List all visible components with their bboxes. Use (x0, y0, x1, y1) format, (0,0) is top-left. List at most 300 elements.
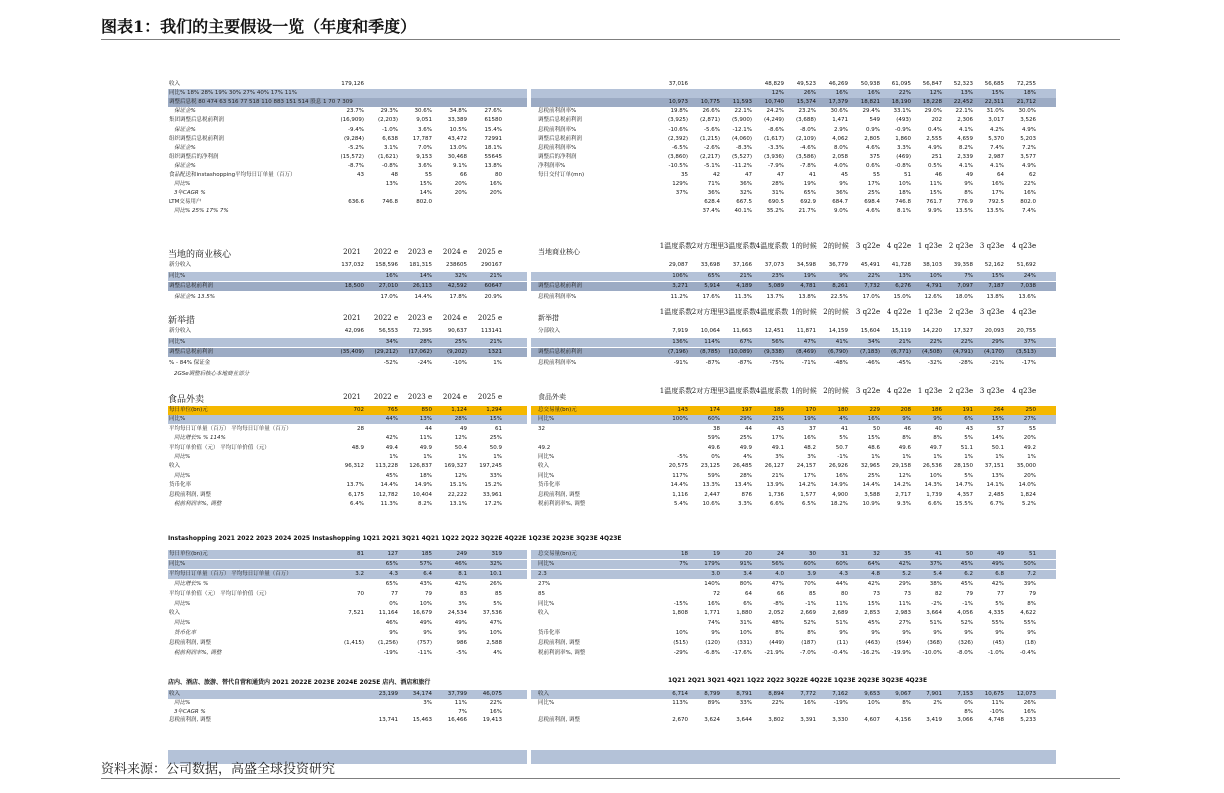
quarter-value: 1,860 (895, 135, 911, 142)
quarter-value: -0.9% (895, 126, 911, 133)
row-label: 2GSe调整后核心本地商业部分 (174, 370, 250, 377)
column-gap (527, 491, 531, 500)
quarter-value: 1% (902, 454, 911, 460)
quarter-header: 3 q22e (855, 308, 881, 316)
quarter-value: 208 (900, 407, 911, 413)
annual-value: 181,315 (409, 262, 432, 268)
quarter-value: 14.0% (1018, 482, 1036, 489)
quarter-header: 2对方理里 (691, 308, 725, 316)
quarter-value: 698.4 (864, 199, 880, 206)
quarter-value: 29% (898, 580, 911, 587)
annual-value: 986 (456, 640, 467, 647)
quarter-value: 15% (867, 435, 880, 442)
column-gap (527, 444, 531, 453)
quarter-value: 4,781 (800, 283, 816, 290)
quarter-header: 2对方理里 (691, 387, 725, 395)
quarter-value: 9% (902, 416, 911, 423)
quarter-value: 15,374 (796, 99, 816, 106)
insta_rows-row (168, 639, 1056, 648)
quarter-value: 51.1 (960, 444, 973, 451)
quarter-value: 45,491 (860, 262, 880, 268)
quarter-value: 7.4% (1022, 208, 1036, 215)
quarter-value: (3,586) (795, 153, 816, 160)
quarter-header: 1的时候 (791, 242, 817, 250)
quarter-value: 4.8 (871, 570, 880, 577)
quarter-value: 2,987 (988, 153, 1004, 160)
annual-value: 42% (385, 435, 398, 442)
column-gap (527, 162, 531, 171)
annual-value: 30.6% (414, 108, 432, 115)
quarter-value: 49% (991, 560, 1004, 567)
quarter-value: 24.2% (766, 108, 784, 115)
quarter-value: 5% (964, 472, 973, 479)
row-label: 同比% (174, 181, 191, 188)
row-label: 同比% (174, 472, 191, 479)
quarter-value: 1% (1027, 454, 1036, 460)
quarter-value: 4.9% (928, 144, 942, 151)
quarter-value: 5% (964, 435, 973, 442)
quarter-value: 0.9% (866, 126, 880, 133)
quarter-value: 17% (867, 181, 880, 188)
annual-value: 79 (425, 590, 432, 597)
quarter-value: 47 (745, 172, 752, 178)
quarter-value: 14.9% (830, 482, 848, 489)
quarter-value: 13.4% (734, 482, 752, 489)
quarter-value: 2,052 (768, 610, 784, 617)
annual-value: 72,395 (412, 328, 432, 334)
quarter-value: 10% (867, 699, 880, 706)
quarter-value: 4,156 (895, 717, 911, 724)
insta_rows-row (168, 600, 1056, 609)
annual-value: (17,062) (408, 349, 432, 356)
column-gap (527, 261, 531, 270)
quarter-value: 20% (1023, 472, 1036, 479)
quarter-row-label: 息税前利润率% (538, 108, 577, 115)
annual-value: 27,010 (378, 283, 398, 290)
quarter-row-label: 2.3 (538, 570, 547, 577)
row-label: 同比% (174, 600, 191, 607)
annual-value: 12,782 (378, 491, 398, 498)
column-gap (527, 716, 531, 725)
annual-value: 42,096 (344, 328, 364, 334)
quarter-value: 6.6% (928, 501, 942, 507)
annual-value: 44 (425, 425, 432, 432)
quarter-value: 14.2% (893, 482, 911, 489)
quarter-value: 2,689 (832, 610, 848, 617)
annual-value: -52% (383, 360, 398, 367)
annual-value: 1% (458, 454, 467, 460)
quarter-value: 51 (1029, 551, 1036, 557)
annual-value: 33% (489, 472, 502, 479)
quarter-value: 1,736 (768, 491, 784, 498)
quarter-value: 31% (771, 190, 784, 197)
quarter-value: 8,791 (736, 691, 752, 697)
annual-value: 15.4% (484, 126, 502, 133)
quarter-value: 179% (704, 560, 720, 567)
quarter-value: 50% (1023, 560, 1036, 567)
quarter-value: 15.0% (893, 294, 911, 301)
quarter-row-label: 税前利润率%, 调整 (538, 501, 586, 507)
quarter-value: 3,624 (704, 717, 720, 724)
quarter-value: 85 (809, 590, 816, 597)
annual-value: 9% (389, 630, 398, 637)
annual-value: 3.6% (418, 126, 432, 133)
annual-value: 27.6% (484, 108, 502, 115)
row-label: 集团调整后息税前利润 (169, 117, 225, 124)
quarter-value: 13.8% (798, 294, 816, 301)
quarter-value: -1% (837, 454, 848, 460)
row-label: 息税前利润, 调整 (169, 640, 211, 647)
quarter-value: 10.6% (702, 501, 720, 507)
quarter-value: 49.1 (771, 444, 784, 451)
annual-value: 48.9 (351, 444, 364, 451)
quarter-value: 1% (933, 454, 942, 460)
annual-value: 1321 (488, 349, 502, 356)
annual-value: 30,468 (447, 153, 467, 160)
quarter-value: 802.0 (1020, 199, 1036, 206)
annual-value: 7% (458, 708, 467, 715)
quarter-value: 5,203 (1020, 135, 1036, 142)
year-header: 2023 e (407, 248, 433, 256)
quarter-value: 6.8 (995, 570, 1004, 577)
quarter-value: 11.2% (670, 294, 688, 301)
insta_rows-row (168, 609, 1056, 618)
quarter-value: 36,779 (828, 262, 848, 268)
quarter-value: -6.5% (672, 144, 688, 151)
quarter-value: 61,095 (891, 81, 911, 87)
quarter-value: 33% (739, 699, 752, 706)
quarter-value: 8% (964, 190, 973, 197)
quarter-value: 14.4% (862, 482, 880, 489)
quarter-value: 37 (809, 425, 816, 432)
row-label: 税前利润率%, 调整 (174, 650, 222, 656)
annual-value: 10.5% (449, 126, 467, 133)
quarter-row-label: 息税前利润, 调整 (538, 491, 580, 498)
annual-value: 126,837 (409, 463, 432, 470)
quarter-value: 25% (867, 190, 880, 197)
quarter-value: 7% (679, 560, 688, 567)
top_rows-row (168, 162, 1056, 171)
quarter-value: (3,513) (1015, 349, 1036, 356)
row-label: 保证金% (174, 162, 196, 169)
quarter-value: -46% (865, 360, 880, 367)
quarter-value: 13.9% (766, 482, 784, 489)
quarter-value: 49 (966, 172, 973, 178)
quarter-value: 2,058 (832, 153, 848, 160)
annual-value: 60647 (484, 283, 502, 290)
annual-value: 12% (454, 435, 467, 442)
quarter-value: (3,936) (763, 153, 784, 160)
annual-value: 65% (385, 580, 398, 587)
quarter-value: 7% (964, 272, 973, 279)
year-header: 2021 (343, 314, 361, 322)
quarter-header: 2 q23e (948, 242, 974, 250)
quarter-value: (1,215) (699, 135, 720, 142)
quarter-value: 14.4% (670, 482, 688, 489)
quarter-value: 37% (675, 190, 688, 197)
quarter-value: 4,622 (1020, 610, 1036, 617)
quarter-value: 4,056 (957, 610, 973, 617)
quarter-value: 4.9% (1022, 126, 1036, 133)
annual-value: 11.3% (380, 501, 398, 507)
quarter-value: 6.6% (770, 501, 784, 507)
quarter-value: -10.5% (668, 162, 688, 169)
annual-value: 22% (489, 699, 502, 706)
quarter-value: 7,153 (957, 691, 973, 697)
quarter-value: 22% (898, 90, 911, 97)
quarter-value: -5% (677, 454, 688, 460)
annual-value: (35,409) (340, 349, 364, 356)
quarter-header: 4 q22e (886, 308, 912, 316)
quarter-value: -17% (1021, 360, 1036, 367)
quarter-value: 46 (904, 425, 911, 432)
annual-value: 90,637 (447, 328, 467, 334)
source-note: 资料来源：公司数据，高盛全球投资研究 (101, 762, 336, 777)
row-label: 同比% (174, 620, 191, 627)
annual-value: -5% (456, 650, 467, 656)
annual-value: (1,415) (343, 640, 364, 647)
quarter-value: -32% (927, 360, 942, 367)
annual-value: -11% (417, 650, 432, 656)
annual-value: 5% (493, 600, 502, 607)
quarter-value: 57 (997, 425, 1004, 432)
row-label: 调整后息税 80 474 63 516 77 518 110 883 151 514 股息 1 70 7 309 (169, 99, 353, 106)
quarter-value: 9.9% (928, 208, 942, 215)
quarter-value: 9.0% (834, 208, 848, 215)
quarter-value: -87% (737, 360, 752, 367)
year-header: 2024 e (442, 393, 468, 401)
quarter-value: 29,158 (891, 463, 911, 470)
quarter-value: 39% (1023, 580, 1036, 587)
new_rows-row (168, 348, 1056, 357)
quarter-value: 4.6% (866, 144, 880, 151)
annual-value: (9,284) (343, 135, 364, 142)
quarter-value: 174 (709, 407, 720, 413)
annual-value: 13% (385, 181, 398, 188)
row-label: 同比% (169, 560, 186, 567)
year-header: 2021 (343, 248, 361, 256)
annual-value: 746.8 (382, 199, 398, 206)
quarter-value: 72 (713, 590, 720, 597)
quarter-row-label: 息税前利润, 调整 (538, 640, 580, 647)
annual-value: 37,536 (482, 610, 502, 617)
year-header: 2025 e (477, 248, 503, 256)
quarter-value: 36% (739, 181, 752, 188)
quarter-value: 3,271 (672, 283, 688, 290)
quarter-value: 117% (672, 472, 688, 479)
quarter-value: -45% (896, 360, 911, 367)
annual-value: 13.8% (484, 162, 502, 169)
quarter-value: 13.3% (702, 482, 720, 489)
annual-value: 8.1 (458, 570, 467, 577)
quarter-value: 5.2% (1022, 501, 1036, 507)
quarter-value: 114% (704, 338, 720, 345)
quarter-value: -1% (962, 600, 973, 607)
quarter-value: 80% (739, 580, 752, 587)
quarter-header: 2对方理里 (691, 242, 725, 250)
food_rows-row (168, 434, 1056, 443)
new_rows-row (168, 338, 1056, 347)
quarter-value: 50 (873, 425, 880, 432)
annual-value: 9,051 (416, 117, 432, 124)
quarter-header: 3温度系数 (723, 387, 757, 395)
quarter-value: 2,717 (895, 491, 911, 498)
quarter-value: 38,103 (922, 262, 942, 268)
quarter-value: 47% (803, 338, 816, 345)
quarter-row-label: 27% (538, 580, 551, 587)
quarter-row-label: 息税前利润率% (538, 360, 577, 367)
quarter-header: 1 q23e (917, 387, 943, 395)
quarter-value: -10.0% (922, 650, 942, 656)
annual-value: 14.9% (414, 482, 432, 489)
quarter-value: (449) (769, 640, 784, 647)
subsection-title: 店内、酒店、旅游、替代自营和通货内 2021 2022E 2023E 2024E 2025E 店内、酒店和旅行 (168, 679, 431, 686)
annual-value: 83 (460, 590, 467, 597)
quarter-value: (6,771) (890, 349, 911, 356)
quarter-value: 12% (929, 90, 942, 97)
quarter-value: 20,575 (668, 463, 688, 470)
quarter-value: 5% (839, 435, 848, 442)
annual-value: 61 (495, 425, 502, 432)
quarter-value: 3,330 (832, 717, 848, 724)
quarter-value: -10% (989, 708, 1004, 715)
quarter-value: 15% (991, 272, 1004, 279)
annual-value: 14% (419, 190, 432, 197)
quarter-value: 32% (739, 190, 752, 197)
quarter-value: 48% (771, 620, 784, 627)
quarter-value: 46 (935, 172, 942, 178)
annual-value: 43% (419, 580, 432, 587)
quarter-value: 2,485 (988, 491, 1004, 498)
quarter-header: 2的时候 (823, 308, 849, 316)
quarter-value: 26,536 (922, 463, 942, 470)
quarter-value: (2,109) (795, 135, 816, 142)
row-label: % - 84% 保证金 (169, 360, 211, 367)
quarter-value: 4.3 (839, 570, 848, 577)
column-gap (527, 600, 531, 609)
year-header: 2024 e (442, 314, 468, 322)
insta_rows-row (168, 550, 1056, 559)
quarter-value: 18.2% (830, 501, 848, 507)
annual-value: 13.0% (449, 144, 467, 151)
quarter-value: 229 (869, 407, 880, 413)
annual-value: (2,203) (377, 117, 398, 124)
quarter-value: 7,732 (864, 283, 880, 290)
annual-value: 57% (419, 560, 432, 567)
quarter-value: 11% (991, 699, 1004, 706)
quarter-value: 13.5% (955, 208, 973, 215)
annual-value: 20% (454, 181, 467, 188)
quarter-value: 4,607 (864, 717, 880, 724)
row-label: 每日单位(bn)元 (169, 407, 208, 413)
annual-value: 6.4% (350, 501, 364, 507)
annual-value: 15% (489, 416, 502, 423)
column-gap (527, 629, 531, 638)
quarter-row-label: 同比% (538, 454, 555, 460)
quarter-value: 10,064 (700, 328, 720, 334)
annual-value: 15.2% (484, 482, 502, 489)
quarter-value: 3.3% (738, 501, 752, 507)
annual-value: 3.2 (355, 570, 364, 577)
quarter-row-label: 同比% (538, 560, 555, 567)
quarter-value: 2,447 (704, 491, 720, 498)
quarter-value: 28,150 (953, 463, 973, 470)
quarter-value: 8% (807, 630, 816, 637)
quarter-value: 10,775 (700, 99, 720, 106)
quarter-value: 51 (904, 172, 911, 178)
footer-band-gap (527, 750, 531, 764)
quarter-value: -7.8% (800, 162, 816, 169)
annual-value: 32% (454, 272, 467, 279)
annual-value: 20.9% (484, 294, 502, 301)
annual-value: 15,463 (412, 717, 432, 724)
quarter-value: 13.8% (986, 294, 1004, 301)
quarter-value: 17.6% (702, 294, 720, 301)
quarter-value: (11) (836, 640, 848, 647)
quarter-value: 72,255 (1016, 81, 1036, 87)
top_rows-row (168, 80, 1056, 89)
quarter-value: 13.5% (986, 208, 1004, 215)
top_rows-row (168, 107, 1056, 116)
quarter-value: 10% (929, 272, 942, 279)
year-header: 2024 e (442, 248, 468, 256)
column-gap (527, 189, 531, 198)
quarter-row-label: 分部收入 (538, 328, 561, 334)
quarter-value: 2.9% (834, 126, 848, 133)
quarter-value: 26,926 (828, 463, 848, 470)
annual-value: 34.8% (449, 108, 467, 115)
annual-value: 802.0 (416, 199, 432, 206)
row-label: 新分收入 (169, 328, 192, 334)
quarter-value: 9% (839, 630, 848, 637)
quarter-value: 667.5 (736, 199, 752, 206)
year-header: 2022 e (373, 314, 399, 322)
annual-value: 42% (454, 580, 467, 587)
quarter-value: 20% (1023, 435, 1036, 442)
quarter-value: -8% (773, 600, 784, 607)
annual-value: 80 (495, 172, 502, 178)
quarter-value: 690.5 (768, 199, 784, 206)
annual-value: 13% (419, 416, 432, 423)
quarter-value: 13.6% (1018, 294, 1036, 301)
quarter-value: -0.4% (832, 650, 848, 656)
quarter-value: 56% (771, 560, 784, 567)
annual-value: 11,164 (378, 610, 398, 617)
quarter-header: 3 q23e (979, 242, 1005, 250)
quarter-value: 35.2% (766, 208, 784, 215)
annual-value: 3.6% (418, 162, 432, 169)
quarter-value: 41 (809, 172, 816, 178)
column-gap (527, 649, 531, 658)
quarter-value: 6.2 (964, 570, 973, 577)
annual-value: 7.0% (418, 144, 432, 151)
quarter-value: -11.2% (732, 162, 752, 169)
insta_rows-row (168, 649, 1056, 658)
quarter-value: 64 (745, 590, 752, 597)
annual-value: 1% (493, 360, 502, 367)
quarter-row-label: 调整后息税前利润 (538, 349, 583, 356)
quarter-value: 4.9% (1022, 162, 1036, 169)
row-label: 平均订单价值（元） 平均订单价值（元） (169, 444, 270, 451)
annual-value: 18,500 (344, 283, 364, 290)
row-label: 同比% (169, 272, 186, 279)
quarter-value: 684.7 (832, 199, 848, 206)
row-label: 收入 (169, 610, 181, 617)
title-divider (101, 39, 1120, 40)
annual-value: 44% (385, 416, 398, 423)
food_rows-row (168, 406, 1056, 415)
quarter-value: 7,187 (988, 283, 1004, 290)
